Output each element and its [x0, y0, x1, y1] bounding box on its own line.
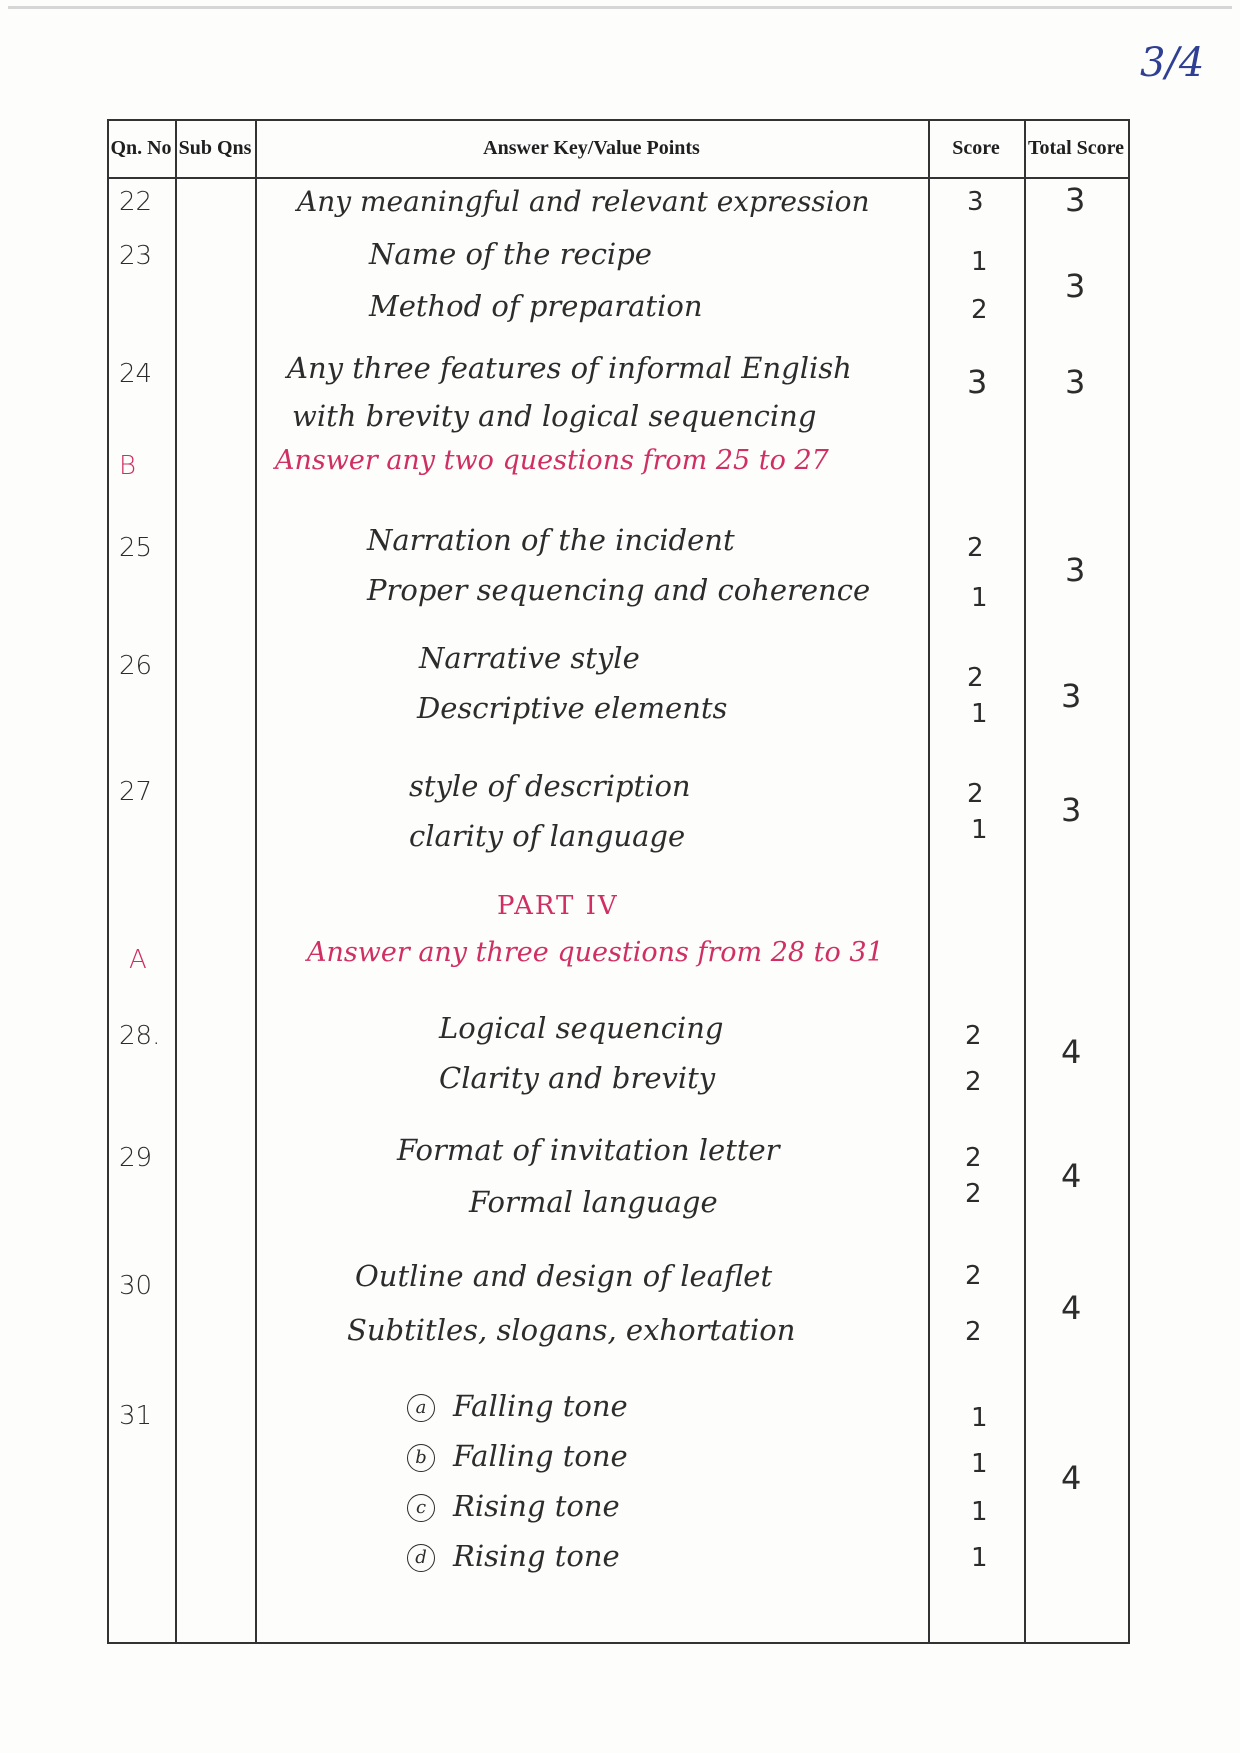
header-divider	[107, 177, 1130, 179]
total-score-value: 4	[1061, 1157, 1082, 1195]
answer-point: Any three features of informal English	[287, 351, 852, 385]
column-divider	[255, 119, 257, 1644]
answer-point: Narration of the incident	[367, 523, 735, 557]
header-total-score: Total Score	[1027, 136, 1125, 159]
total-score-value: 3	[1061, 677, 1082, 715]
answer-point: Outline and design of leaflet	[355, 1259, 773, 1293]
total-score-value: 3	[1065, 551, 1086, 589]
header-answer-key: Answer Key/Value Points	[483, 136, 700, 159]
answer-point: Falling tone	[453, 1389, 628, 1423]
answer-point: clarity of language	[409, 819, 686, 853]
score-value: 1	[971, 247, 988, 277]
answer-point: Formal language	[469, 1185, 718, 1219]
score-value: 1	[971, 583, 988, 613]
score-value: 2	[965, 1261, 982, 1291]
score-value: 2	[965, 1179, 982, 1209]
question-number: 28.	[119, 1021, 161, 1051]
question-number: 31	[119, 1401, 153, 1431]
total-score-value: 4	[1061, 1033, 1082, 1071]
total-score-value: 4	[1061, 1289, 1082, 1327]
total-score-value: 3	[1061, 791, 1082, 829]
question-number: 30	[119, 1271, 153, 1301]
question-number: 27	[119, 777, 153, 807]
answer-point: Any meaningful and relevant expression	[297, 185, 870, 218]
answer-point: Rising tone	[453, 1539, 620, 1573]
header-score: Score	[952, 136, 1000, 159]
question-number: 25	[119, 533, 153, 563]
score-value: 3	[967, 363, 988, 401]
answer-point: Format of invitation letter	[397, 1133, 780, 1167]
column-divider	[928, 119, 930, 1644]
score-value: 2	[967, 779, 984, 809]
score-value: 2	[965, 1021, 982, 1051]
answer-point: Rising tone	[453, 1489, 620, 1523]
total-score-value: 3	[1065, 267, 1086, 305]
question-number: 29	[119, 1143, 153, 1173]
page-number: 3/4	[1140, 40, 1205, 86]
section-label: A	[129, 945, 147, 975]
answer-point: Subtitles, slogans, exhortation	[347, 1313, 796, 1347]
answer-point: Proper sequencing and coherence	[367, 573, 871, 607]
part-heading: PART IV	[497, 891, 619, 921]
section-instruction: Answer any three questions from 28 to 31	[307, 937, 884, 968]
list-item	[407, 1389, 628, 1423]
score-value: 1	[971, 1543, 988, 1573]
header-qn-no: Qn. No	[110, 136, 172, 159]
header-sub-qns: Sub Qns	[178, 136, 252, 159]
answer-point: Clarity and brevity	[439, 1061, 716, 1095]
table-border-bottom	[107, 1642, 1130, 1644]
option-marker: d	[407, 1544, 435, 1572]
answer-point: style of description	[409, 769, 691, 803]
score-value: 3	[967, 187, 984, 217]
table-border-right	[1128, 119, 1130, 1644]
question-number: 23	[119, 241, 153, 271]
score-value: 2	[971, 295, 988, 325]
list-item	[407, 1439, 628, 1473]
score-value: 1	[971, 815, 988, 845]
score-value: 1	[971, 1403, 988, 1433]
score-value: 1	[971, 699, 988, 729]
answer-key-table	[107, 119, 1130, 1644]
answer-point: Name of the recipe	[369, 237, 652, 271]
score-value: 2	[965, 1143, 982, 1173]
question-number: 24	[119, 359, 153, 389]
question-number: 22	[119, 187, 153, 217]
column-divider	[1024, 119, 1026, 1644]
answer-point: with brevity and logical sequencing	[292, 399, 817, 433]
list-item	[407, 1489, 620, 1523]
answer-point: Falling tone	[453, 1439, 628, 1473]
score-value: 1	[971, 1497, 988, 1527]
answer-point: Method of preparation	[369, 289, 703, 323]
score-value: 2	[967, 663, 984, 693]
option-marker: a	[407, 1394, 435, 1422]
list-item	[407, 1539, 620, 1573]
total-score-value: 3	[1065, 363, 1086, 401]
question-number: 26	[119, 651, 153, 681]
score-value: 2	[965, 1317, 982, 1347]
score-value: 2	[967, 533, 984, 563]
score-value: 2	[965, 1067, 982, 1097]
total-score-value: 3	[1065, 181, 1086, 219]
answer-point: Logical sequencing	[439, 1011, 724, 1045]
scan-edge-line	[8, 6, 1232, 9]
column-divider	[175, 119, 177, 1644]
section-instruction: Answer any two questions from 25 to 27	[275, 445, 829, 476]
option-marker: b	[407, 1444, 435, 1472]
table-border-left	[107, 119, 109, 1644]
score-value: 1	[971, 1449, 988, 1479]
option-marker: c	[407, 1494, 435, 1522]
answer-point: Narrative style	[419, 641, 640, 675]
section-label: B	[119, 451, 137, 481]
answer-point: Descriptive elements	[417, 691, 728, 725]
total-score-value: 4	[1061, 1459, 1082, 1497]
